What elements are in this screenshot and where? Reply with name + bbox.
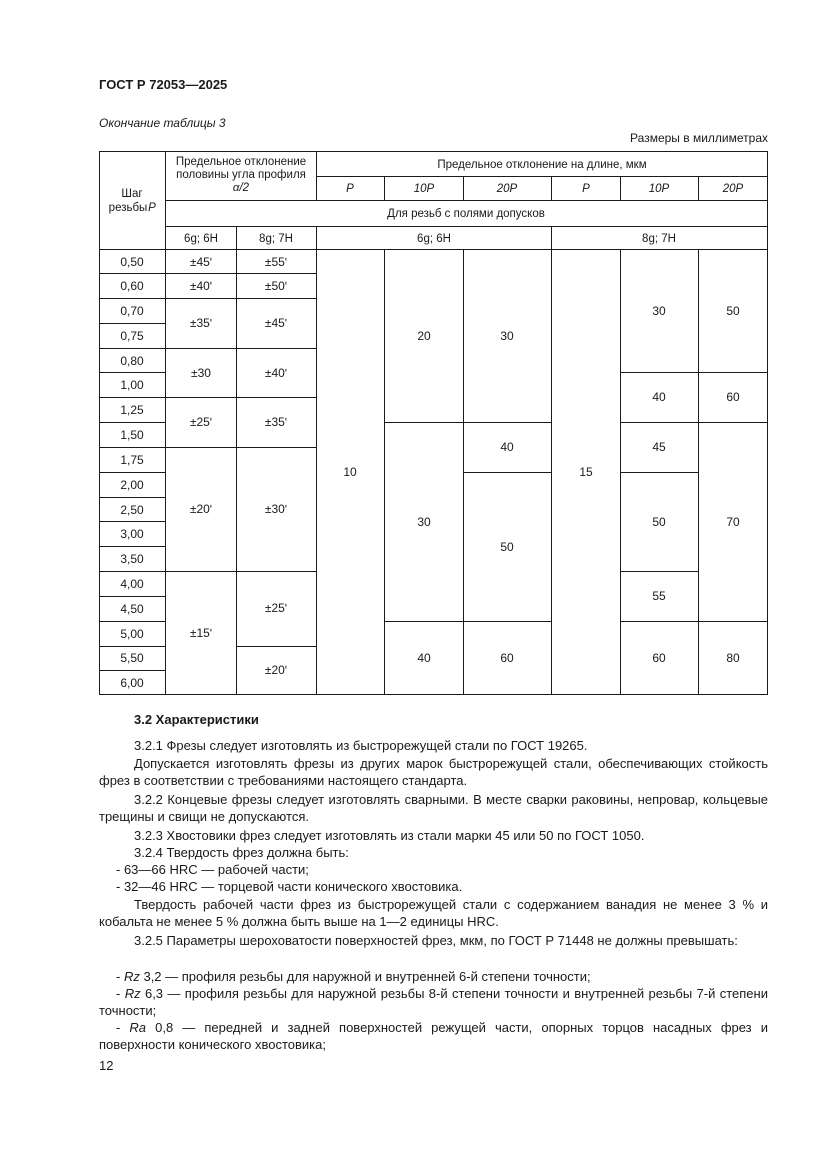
angle-header-line2: половины угла профиля: [176, 169, 306, 181]
pitch-cell: 5,50: [120, 651, 144, 665]
pitch-cell: 1,25: [120, 403, 144, 417]
pitch-cell: 1,00: [120, 378, 144, 392]
pitch-cell: 0,60: [120, 279, 144, 293]
len-6g-20P-cell: 40: [500, 440, 514, 454]
pitch-cell: 4,00: [120, 577, 144, 591]
len-6g-10P-cell: 40: [417, 651, 431, 665]
angle-6g-cell: ±15ʹ: [189, 626, 213, 640]
len-8g-20P-cell: 70: [726, 515, 740, 529]
angle-8g-cell: ±30ʹ: [264, 502, 288, 516]
paragraph-allowance: Допускается изготовлять фрезы из других марок быстрорежущей стали, обеспечивающих стойкость фрез в соответствии с требованиями настоящего стандарта.: [99, 756, 768, 788]
tolerance-row-header: Для резьб с полями допусков: [387, 208, 545, 220]
document-id: ГОСТ Р 72053—2025: [99, 77, 228, 92]
list-item: - 63—66 HRC — рабочей части;: [116, 862, 309, 877]
pitch-cell: 4,50: [120, 602, 144, 616]
rz-symbol: Rz: [123, 969, 140, 984]
len-6g-10P-cell: 30: [417, 515, 431, 529]
len-6g-10P-cell: 20: [417, 329, 431, 343]
angle-8g-cell: ±40ʹ: [264, 366, 288, 380]
pitch-header-line1: Шаг: [121, 188, 143, 200]
page-number: 12: [99, 1058, 114, 1073]
table-continuation-caption: Окончание таблицы 3: [99, 116, 226, 130]
sub-header-6g-P: P: [346, 183, 354, 195]
len-8g-10P-cell: 60: [652, 651, 666, 665]
list-item-rz-6-3: - Rz 6,3 — профиля резьбы для наружной резьбы 8-й степени точности и внутренней резьбы 7-й степени точности;: [99, 986, 768, 1018]
paragraph-3-2-4: 3.2.4 Твердость фрез должна быть:: [134, 845, 349, 860]
pitch-cell: 3,00: [120, 527, 144, 541]
angle-6g-cell: ±30: [191, 366, 211, 380]
list-item-ra-0-8: - Ra 0,8 — передней и задней поверхностей режущей части, опорных торцов насадных фрез и поверхности конического хвостовика;: [99, 1020, 768, 1052]
angle-6g-cell: ±40ʹ: [189, 279, 213, 293]
sub-header-8g-20P: 20P: [722, 183, 744, 195]
angle-header-symbol: α/2: [232, 182, 250, 194]
angle-8g-cell: ±20ʹ: [264, 663, 288, 677]
pitch-cell: 0,50: [120, 255, 144, 269]
section-title: 3.2 Характеристики: [134, 712, 259, 727]
len-8g-10P-cell: 30: [652, 304, 666, 318]
len-6g-20P-cell: 60: [500, 651, 514, 665]
list-item-rz-3-2: - Rz 3,2 — профиля резьбы для наружной и внутренней 6-й степени точности;: [116, 969, 591, 984]
sub-header-6g-10P: 10P: [413, 183, 435, 195]
pitch-cell: 2,00: [120, 478, 144, 492]
angle-8g-cell: ±25ʹ: [264, 601, 288, 615]
len-6g-20P-cell: 30: [500, 329, 514, 343]
paragraph-3-2-5: 3.2.5 Параметры шероховатости поверхностей фрез, мкм, по ГОСТ Р 71448 не должны превышать:: [134, 933, 738, 948]
ra-symbol: Ra: [129, 1020, 147, 1035]
paragraph-3-2-1: 3.2.1 Фрезы следует изготовлять из быстрорежущей стали по ГОСТ 19265.: [134, 738, 588, 753]
list-item: - 32—46 HRC — торцевой части конического хвостовика.: [116, 879, 463, 894]
angle-header-line1: Предельное отклонение: [175, 156, 307, 168]
pitch-cell: 0,80: [120, 354, 144, 368]
len-6g-20P-cell: 50: [500, 540, 514, 554]
pitch-cell: 5,00: [120, 627, 144, 641]
field-6g-angle: 6g; 6H: [184, 233, 218, 245]
pitch-cell: 3,50: [120, 552, 144, 566]
pitch-cell: 1,50: [120, 428, 144, 442]
field-6g-length: 6g; 6H: [417, 233, 451, 245]
pitch-header-symbol: P: [148, 202, 156, 214]
paragraph-hardness: Твердость рабочей части фрез из быстрорежущей стали с содержанием ванадия не менее 3 % и кобальта не менее 5 % должна быть выше на 1—2 единицы HRC.: [99, 897, 768, 929]
sub-header-6g-20P: 20P: [496, 183, 518, 195]
angle-6g-cell: ±45ʹ: [189, 255, 213, 269]
len-8g-20P-cell: 50: [726, 304, 740, 318]
pitch-cell: 0,75: [120, 329, 144, 343]
len-8g-10P-cell: 40: [652, 390, 666, 404]
angle-8g-cell: ±55ʹ: [264, 255, 288, 269]
units-note: Размеры в миллиметрах: [630, 131, 768, 145]
pitch-cell: 0,70: [120, 304, 144, 318]
len-8g-20P-cell: 80: [726, 651, 740, 665]
paragraph-3-2-3: 3.2.3 Хвостовики фрез следует изготовлять из стали марки 45 или 50 по ГОСТ 1050.: [134, 828, 645, 843]
pitch-header-line2: резьбы: [108, 202, 148, 214]
pitch-cell: 2,50: [120, 503, 144, 517]
angle-6g-cell: ±25ʹ: [189, 415, 213, 429]
pitch-cell: 1,75: [120, 453, 144, 467]
angle-8g-cell: ±35ʹ: [264, 415, 288, 429]
angle-8g-cell: ±45ʹ: [264, 316, 288, 330]
paragraph-3-2-2: 3.2.2 Концевые фрезы следует изготовлять сварными. В месте сварки раковины, непровар, кольцевые трещины и свищи не допускаются.: [99, 792, 768, 824]
len-8g-20P-cell: 60: [726, 390, 740, 404]
length-header: Предельное отклонение на длине, мкм: [437, 159, 647, 171]
len-8g-10P-cell: 55: [652, 589, 666, 603]
sub-header-8g-10P: 10P: [648, 183, 670, 195]
len-8g-10P-cell: 45: [652, 440, 666, 454]
field-8g-angle: 8g; 7H: [259, 233, 293, 245]
pitch-cell: 6,00: [120, 676, 144, 690]
sub-header-8g-P: P: [582, 183, 590, 195]
angle-6g-cell: ±20ʹ: [189, 502, 213, 516]
len-8g-10P-cell: 50: [652, 515, 666, 529]
rz-symbol: Rz: [124, 986, 141, 1001]
len-8g-P-cell: 15: [579, 465, 593, 479]
len-6g-P-cell: 10: [343, 465, 357, 479]
angle-6g-cell: ±35ʹ: [189, 316, 213, 330]
angle-8g-cell: ±50ʹ: [264, 279, 288, 293]
field-8g-length: 8g; 7H: [642, 233, 676, 245]
